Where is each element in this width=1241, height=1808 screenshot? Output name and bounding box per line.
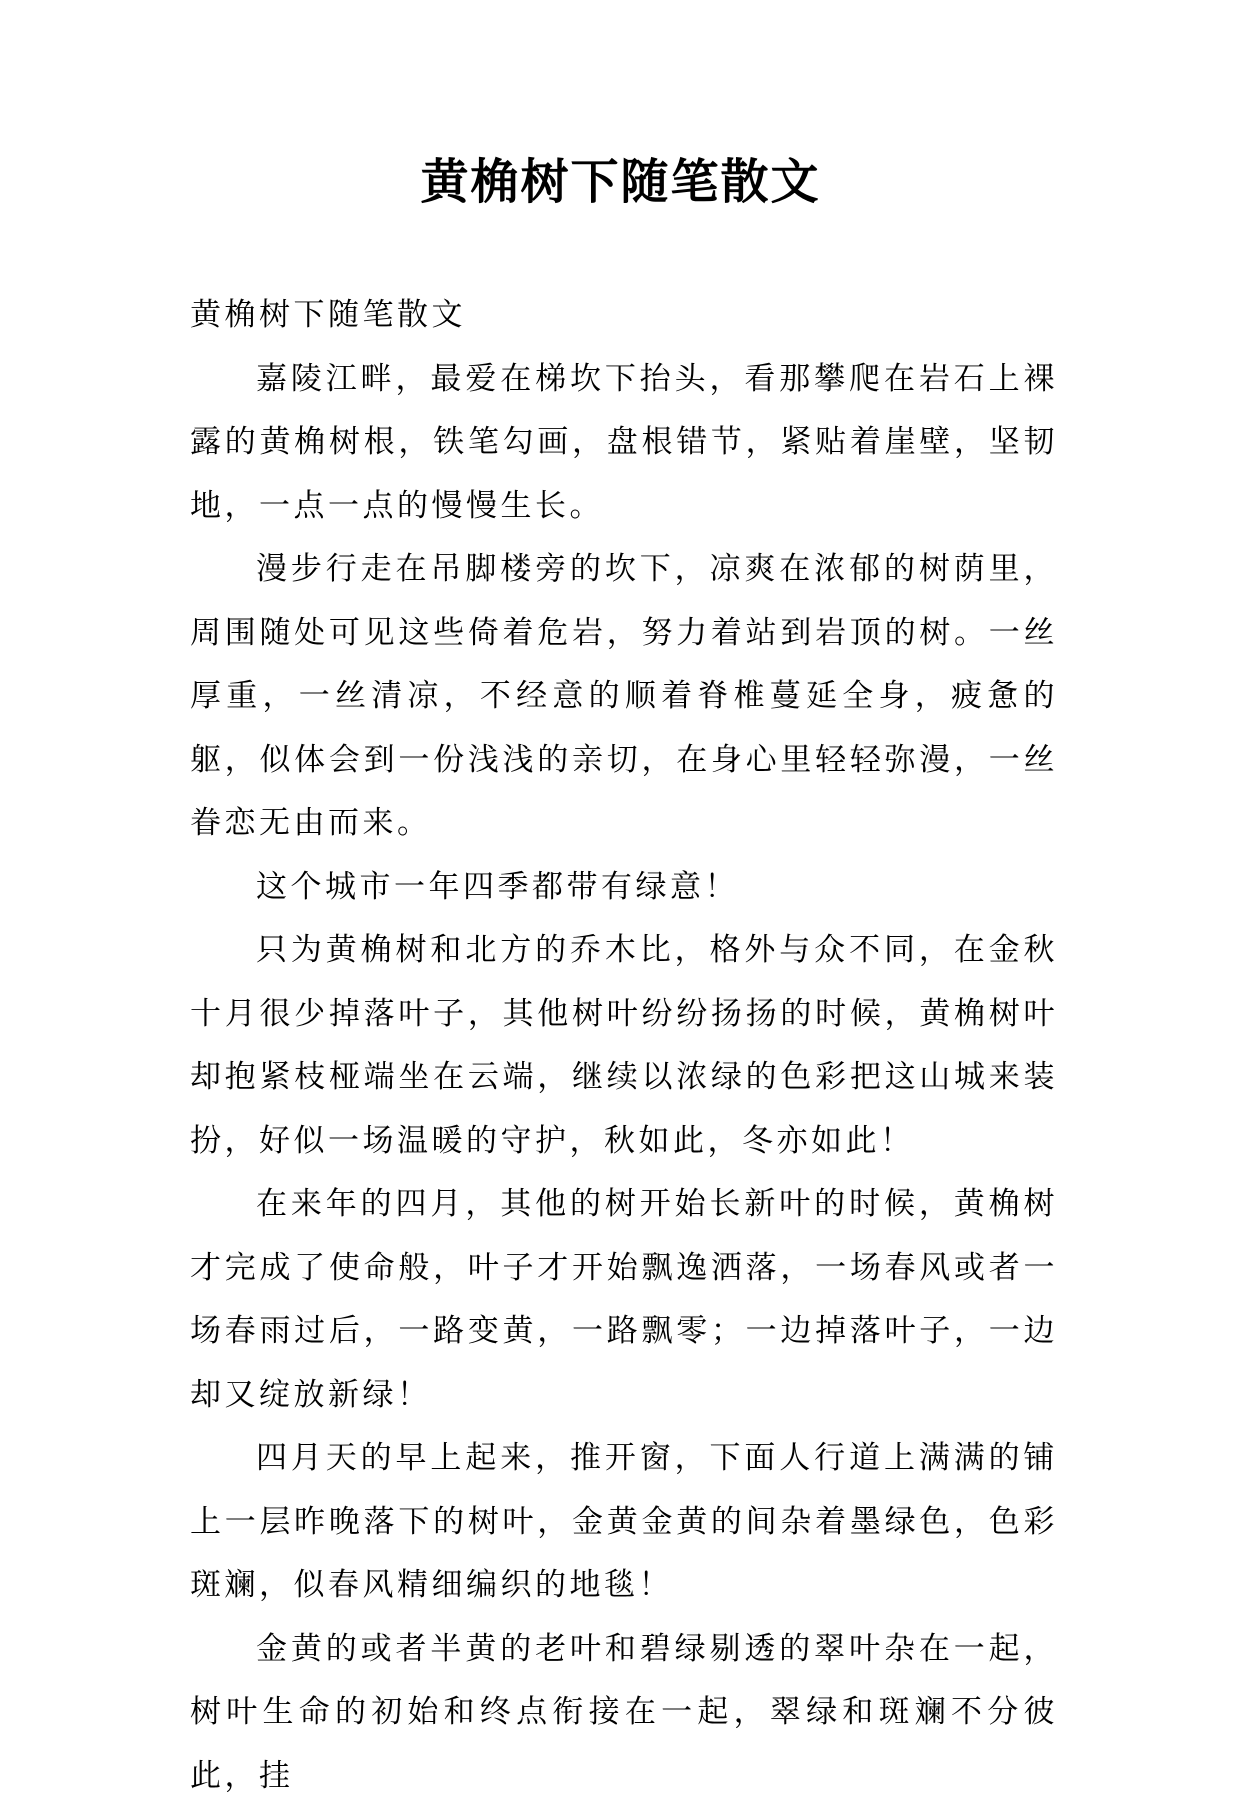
document-subtitle: 黄桷树下随笔散文	[190, 284, 1058, 348]
paragraph: 漫步行走在吊脚楼旁的坎下，凉爽在浓郁的树荫里，周围随处可见这些倚着危岩，努力着站到岩顶的树。一丝厚重，一丝清凉，不经意的顺着脊椎蔓延全身，疲惫的躯，似体会到一份浅浅的亲切，在身心里轻轻弥漫，一丝眷恋无由而来。	[190, 538, 1058, 856]
paragraph: 嘉陵江畔，最爱在梯坎下抬头，看那攀爬在岩石上裸露的黄桷树根，铁笔勾画，盘根错节，紧贴着崖壁，坚韧地，一点一点的慢慢生长。	[190, 348, 1058, 539]
document-body	[190, 284, 1058, 1808]
paragraph: 在来年的四月，其他的树开始长新叶的时候，黄桷树才完成了使命般，叶子才开始飘逸洒落，一场春风或者一场春雨过后，一路变黄，一路飘零；一边掉落叶子，一边却又绽放新绿！	[190, 1173, 1058, 1427]
paragraph: 四月天的早上起来，推开窗，下面人行道上满满的铺上一层昨晚落下的树叶，金黄金黄的间杂着墨绿色，色彩斑斓，似春风精细编织的地毯！	[190, 1427, 1058, 1618]
paragraph: 只为黄桷树和北方的乔木比，格外与众不同，在金秋十月很少掉落叶子，其他树叶纷纷扬扬的时候，黄桷树叶却抱紧枝桠端坐在云端，继续以浓绿的色彩把这山城来装扮，好似一场温暖的守护，秋如此，冬亦如此！	[190, 919, 1058, 1173]
paragraph: 金黄的或者半黄的老叶和碧绿剔透的翠叶杂在一起，树叶生命的初始和终点衔接在一起，翠绿和斑斓不分彼此，挂	[190, 1618, 1058, 1808]
paragraph: 这个城市一年四季都带有绿意！	[190, 856, 1058, 920]
document-title: 黄桷树下随笔散文	[0, 150, 1241, 214]
